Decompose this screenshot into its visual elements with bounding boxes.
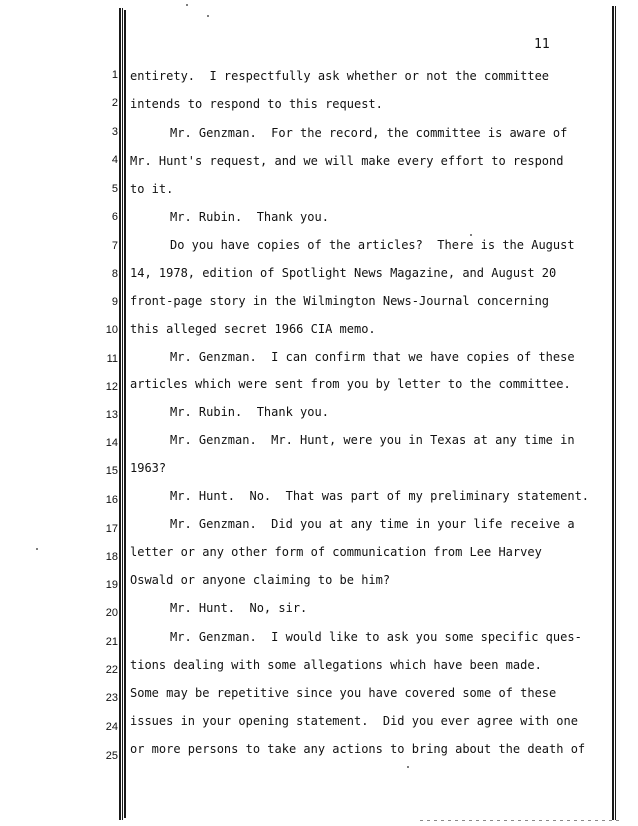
line-number: 14 [105,437,118,449]
transcript-line: 14, 1978, edition of Spotlight News Magazine, and August 20 [130,266,557,280]
line-number: 15 [105,465,118,477]
transcript-line: front-page story in the Wilmington News-Journal concerning [130,294,550,308]
line-number: 12 [105,381,118,393]
transcript-line: Some may be repetitive since you have covered some of these [130,686,557,700]
right-margin-rule [615,6,616,820]
transcript-line: issues in your opening statement. Did you ever agree with one [130,714,578,728]
line-number: 18 [105,551,118,563]
line-number: 6 [111,211,118,223]
scan-speck [207,15,209,17]
transcript-line: Mr. Rubin. Thank you. [170,210,329,224]
line-number: 11 [106,353,118,365]
scan-edge-artifact [420,820,620,821]
transcript-line: Do you have copies of the articles? There is the August [170,238,575,252]
transcript-line: intends to respond to this request. [130,97,383,111]
transcript-line: Mr. Rubin. Thank you. [170,405,329,419]
transcript-line: to it. [130,182,174,196]
transcript-line: Mr. Genzman. I would like to ask you some specific ques- [170,630,582,644]
left-margin-rule [124,10,126,818]
line-number: 24 [105,721,118,733]
page-number: 11 [534,37,550,52]
transcript-line: Mr. Genzman. Did you at any time in your life receive a [170,517,575,531]
line-number: 25 [105,750,118,762]
line-number: 5 [111,183,118,195]
scan-speck [470,234,472,236]
line-number: 17 [105,523,118,535]
line-number: 23 [105,692,118,704]
line-number: 19 [105,579,118,591]
line-number: 9 [111,296,118,308]
transcript-line: entirety. I respectfully ask whether or not the committee [130,69,550,83]
line-number: 7 [111,240,118,252]
transcript-line: Mr. Hunt's request, and we will make every effort to respond [130,154,564,168]
transcript-line: Mr. Genzman. I can confirm that we have copies of these [170,350,575,364]
transcript-line: Mr. Hunt. No. That was part of my preliminary statement. [170,489,590,503]
line-number: 21 [105,636,118,648]
line-number: 16 [105,494,118,506]
transcript-line: this alleged secret 1966 CIA memo. [130,322,376,336]
transcript-line: letter or any other form of communication from Lee Harvey [130,545,542,559]
left-margin-rule [119,8,121,820]
transcript-line: or more persons to take any actions to bring about the death of [130,742,586,756]
scan-speck [407,766,409,768]
right-margin-rule [612,6,614,820]
transcript-line: articles which were sent from you by letter to the committee. [130,377,571,391]
transcript-line: 1963? [130,461,167,475]
transcript-line: Mr. Hunt. No, sir. [170,601,308,615]
line-number: 20 [105,607,118,619]
scan-speck [186,4,188,6]
line-number: 22 [105,664,118,676]
left-margin-rule [122,8,123,820]
line-number: 1 [111,69,118,81]
line-number: 2 [111,97,118,109]
line-number: 4 [111,154,118,166]
line-number: 3 [111,126,118,138]
line-number: 8 [111,268,118,280]
transcript-line: tions dealing with some allegations which have been made. [130,658,542,672]
line-number: 10 [105,324,118,336]
line-number: 13 [105,409,118,421]
transcript-line: Mr. Genzman. Mr. Hunt, were you in Texas at any time in [170,433,575,447]
scan-speck [36,548,38,550]
transcript-line: Oswald or anyone claiming to be him? [130,573,391,587]
transcript-line: Mr. Genzman. For the record, the committee is aware of [170,126,568,140]
